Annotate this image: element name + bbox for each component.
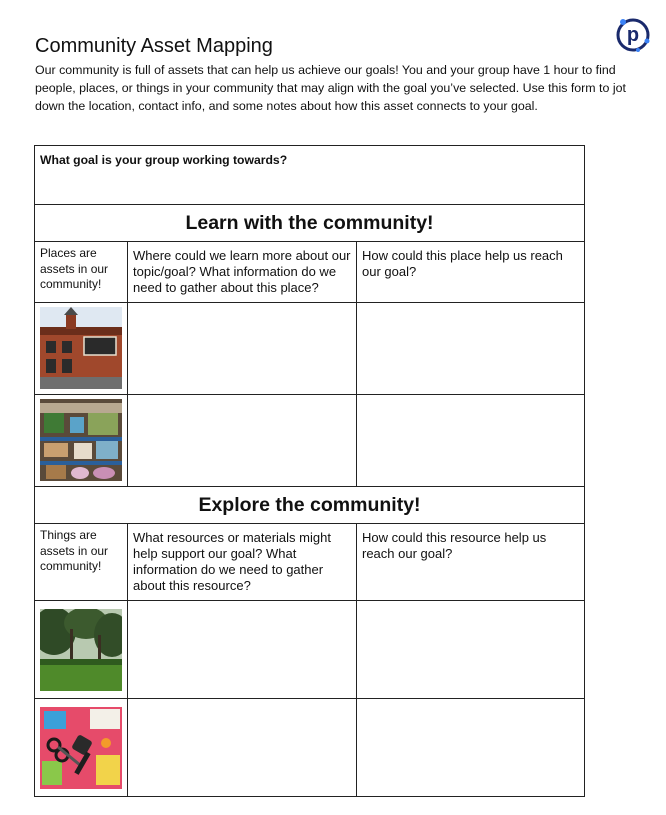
library-photo-cell bbox=[35, 303, 128, 395]
park-photo-cell bbox=[35, 601, 128, 699]
learn-heading-row bbox=[35, 205, 585, 242]
learn-answer-2a[interactable] bbox=[128, 395, 357, 487]
explore-row-1 bbox=[35, 601, 585, 699]
intro-paragraph: Our community is full of assets that can help us achieve our goals! You and your group have 1 hour to find people, places, or things in your community that may align with the goal you’ve selected. Use this form to jot down the location, contact info, and some notes about how this asset connects to your goal. bbox=[35, 63, 626, 113]
page-title: Community Asset Mapping bbox=[35, 35, 273, 57]
learn-answer-2b[interactable] bbox=[357, 395, 585, 487]
park-trees-photo bbox=[40, 609, 122, 691]
explore-header-row bbox=[35, 524, 585, 601]
brand-logo-icon bbox=[614, 16, 652, 54]
asset-mapping-form bbox=[34, 145, 585, 797]
explore-heading: Explore the community! bbox=[35, 487, 585, 524]
logo-letter: p bbox=[626, 24, 640, 46]
goal-question[interactable]: What goal is your group working towards? bbox=[35, 146, 585, 205]
learn-header-row bbox=[35, 242, 585, 303]
explore-row-2 bbox=[35, 699, 585, 797]
garden-photo-cell bbox=[35, 395, 128, 487]
explore-answer-2a[interactable] bbox=[128, 699, 357, 797]
explore-answer-1b[interactable] bbox=[357, 601, 585, 699]
learn-col3-question: How could this place help us reach our goal? bbox=[357, 242, 585, 303]
library-building-photo bbox=[40, 307, 122, 389]
goal-row bbox=[35, 146, 585, 205]
craft-photo-cell bbox=[35, 699, 128, 797]
learn-row-2 bbox=[35, 395, 585, 487]
explore-col2-question: What resources or materials might help support our goal? What information do we need to gather about this resource? bbox=[128, 524, 357, 601]
craft-supplies-photo bbox=[40, 707, 122, 789]
learn-row-1 bbox=[35, 303, 585, 395]
learn-heading: Learn with the community! bbox=[35, 205, 585, 242]
explore-answer-2b[interactable] bbox=[357, 699, 585, 797]
garden-shelf-photo bbox=[40, 399, 122, 481]
learn-answer-1b[interactable] bbox=[357, 303, 585, 395]
things-label: Things are assets in our community! bbox=[35, 524, 128, 601]
places-label: Places are assets in our community! bbox=[35, 242, 128, 303]
learn-answer-1a[interactable] bbox=[128, 303, 357, 395]
learn-col2-question: Where could we learn more about our topic/goal? What information do we need to gather about this place? bbox=[128, 242, 357, 303]
explore-answer-1a[interactable] bbox=[128, 601, 357, 699]
explore-heading-row bbox=[35, 487, 585, 524]
explore-col3-question: How could this resource help us reach our goal? bbox=[357, 524, 585, 601]
